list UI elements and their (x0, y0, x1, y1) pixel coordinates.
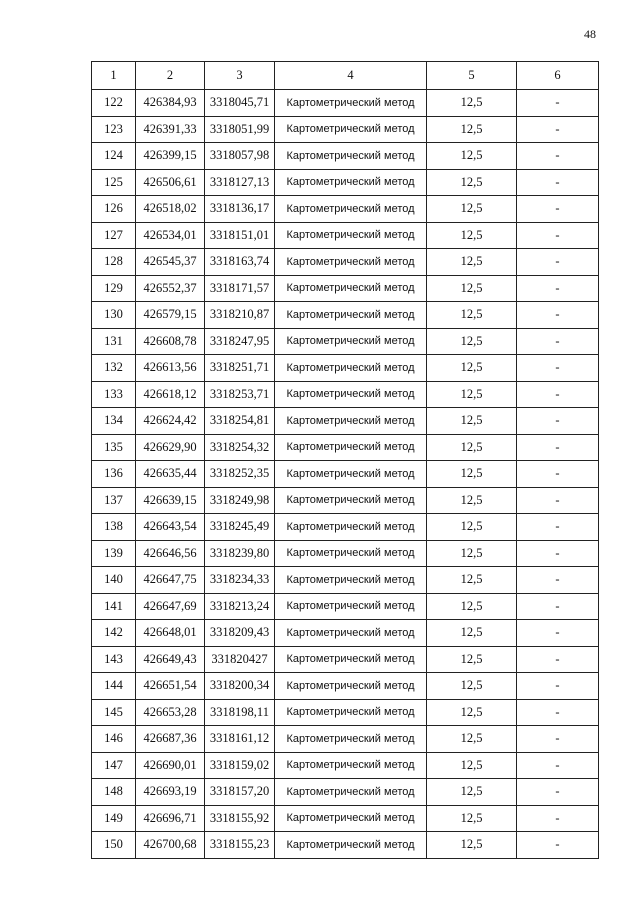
point-number-cell: 126 (92, 196, 136, 223)
point-number-cell: 129 (92, 275, 136, 302)
method-cell: Картометрический метод (275, 620, 427, 647)
method-cell: Картометрический метод (275, 487, 427, 514)
x-coordinate-cell: 426696,71 (136, 805, 205, 832)
method-cell: Картометрический метод (275, 355, 427, 382)
method-cell: Картометрический метод (275, 222, 427, 249)
x-coordinate-cell: 426643,54 (136, 514, 205, 541)
method-cell: Картометрический метод (275, 408, 427, 435)
table-row (92, 487, 599, 514)
x-coordinate-cell: 426384,93 (136, 90, 205, 117)
method-cell: Картометрический метод (275, 514, 427, 541)
y-coordinate-cell: 3318161,12 (205, 726, 275, 753)
accuracy-cell: 12,5 (427, 143, 517, 170)
note-cell: - (517, 646, 599, 673)
y-coordinate-cell: 3318200,34 (205, 673, 275, 700)
x-coordinate-cell: 426693,19 (136, 779, 205, 806)
y-coordinate-cell: 3318051,99 (205, 116, 275, 143)
point-number-cell: 142 (92, 620, 136, 647)
y-coordinate-cell: 3318210,87 (205, 302, 275, 329)
note-cell: - (517, 169, 599, 196)
note-cell: - (517, 726, 599, 753)
point-number-cell: 122 (92, 90, 136, 117)
y-coordinate-cell: 3318171,57 (205, 275, 275, 302)
x-coordinate-cell: 426613,56 (136, 355, 205, 382)
table-row (92, 169, 599, 196)
method-cell: Картометрический метод (275, 169, 427, 196)
note-cell: - (517, 779, 599, 806)
table-row (92, 461, 599, 488)
y-coordinate-cell: 3318254,81 (205, 408, 275, 435)
table-row (92, 620, 599, 647)
coordinates-table (91, 61, 599, 859)
note-cell: - (517, 143, 599, 170)
accuracy-cell: 12,5 (427, 381, 517, 408)
table-row (92, 646, 599, 673)
table-row (92, 752, 599, 779)
y-coordinate-cell: 3318045,71 (205, 90, 275, 117)
note-cell: - (517, 699, 599, 726)
y-coordinate-cell: 3318151,01 (205, 222, 275, 249)
x-coordinate-cell: 426624,42 (136, 408, 205, 435)
table-row (92, 222, 599, 249)
table-row (92, 593, 599, 620)
x-coordinate-cell: 426635,44 (136, 461, 205, 488)
note-cell: - (517, 620, 599, 647)
y-coordinate-cell: 3318198,11 (205, 699, 275, 726)
point-number-cell: 137 (92, 487, 136, 514)
table-row (92, 196, 599, 223)
note-cell: - (517, 90, 599, 117)
point-number-cell: 145 (92, 699, 136, 726)
y-coordinate-cell: 3318159,02 (205, 752, 275, 779)
table-row (92, 249, 599, 276)
accuracy-cell: 12,5 (427, 408, 517, 435)
point-number-cell: 135 (92, 434, 136, 461)
point-number-cell: 148 (92, 779, 136, 806)
point-number-cell: 149 (92, 805, 136, 832)
accuracy-cell: 12,5 (427, 461, 517, 488)
point-number-cell: 131 (92, 328, 136, 355)
column-header-2: 2 (136, 62, 205, 90)
y-coordinate-cell: 3318249,98 (205, 487, 275, 514)
point-number-cell: 136 (92, 461, 136, 488)
table-row (92, 779, 599, 806)
y-coordinate-cell: 3318136,17 (205, 196, 275, 223)
method-cell: Картометрический метод (275, 699, 427, 726)
accuracy-cell: 12,5 (427, 116, 517, 143)
accuracy-cell: 12,5 (427, 673, 517, 700)
y-coordinate-cell: 3318209,43 (205, 620, 275, 647)
point-number-cell: 140 (92, 567, 136, 594)
accuracy-cell: 12,5 (427, 699, 517, 726)
accuracy-cell: 12,5 (427, 434, 517, 461)
accuracy-cell: 12,5 (427, 249, 517, 276)
x-coordinate-cell: 426579,15 (136, 302, 205, 329)
accuracy-cell: 12,5 (427, 275, 517, 302)
table-row (92, 116, 599, 143)
accuracy-cell: 12,5 (427, 540, 517, 567)
x-coordinate-cell: 426646,56 (136, 540, 205, 567)
y-coordinate-cell: 331820427 (205, 646, 275, 673)
x-coordinate-cell: 426690,01 (136, 752, 205, 779)
table-row (92, 328, 599, 355)
method-cell: Картометрический метод (275, 726, 427, 753)
method-cell: Картометрический метод (275, 434, 427, 461)
y-coordinate-cell: 3318127,13 (205, 169, 275, 196)
x-coordinate-cell: 426552,37 (136, 275, 205, 302)
accuracy-cell: 12,5 (427, 302, 517, 329)
table-row (92, 514, 599, 541)
point-number-cell: 146 (92, 726, 136, 753)
table-body (92, 90, 599, 859)
table-row (92, 567, 599, 594)
accuracy-cell: 12,5 (427, 514, 517, 541)
accuracy-cell: 12,5 (427, 222, 517, 249)
note-cell: - (517, 461, 599, 488)
x-coordinate-cell: 426651,54 (136, 673, 205, 700)
y-coordinate-cell: 3318155,92 (205, 805, 275, 832)
y-coordinate-cell: 3318251,71 (205, 355, 275, 382)
point-number-cell: 133 (92, 381, 136, 408)
method-cell: Картометрический метод (275, 646, 427, 673)
method-cell: Картометрический метод (275, 752, 427, 779)
accuracy-cell: 12,5 (427, 805, 517, 832)
method-cell: Картометрический метод (275, 805, 427, 832)
point-number-cell: 144 (92, 673, 136, 700)
table-row (92, 275, 599, 302)
x-coordinate-cell: 426700,68 (136, 832, 205, 859)
accuracy-cell: 12,5 (427, 567, 517, 594)
y-coordinate-cell: 3318253,71 (205, 381, 275, 408)
accuracy-cell: 12,5 (427, 328, 517, 355)
table-row (92, 143, 599, 170)
method-cell: Картометрический метод (275, 249, 427, 276)
x-coordinate-cell: 426608,78 (136, 328, 205, 355)
y-coordinate-cell: 3318157,20 (205, 779, 275, 806)
accuracy-cell: 12,5 (427, 832, 517, 859)
x-coordinate-cell: 426629,90 (136, 434, 205, 461)
point-number-cell: 130 (92, 302, 136, 329)
accuracy-cell: 12,5 (427, 196, 517, 223)
point-number-cell: 143 (92, 646, 136, 673)
point-number-cell: 125 (92, 169, 136, 196)
note-cell: - (517, 593, 599, 620)
table-header-row (92, 62, 599, 90)
note-cell: - (517, 196, 599, 223)
point-number-cell: 138 (92, 514, 136, 541)
table-row (92, 832, 599, 859)
column-header-6: 6 (517, 62, 599, 90)
x-coordinate-cell: 426506,61 (136, 169, 205, 196)
x-coordinate-cell: 426653,28 (136, 699, 205, 726)
accuracy-cell: 12,5 (427, 752, 517, 779)
x-coordinate-cell: 426399,15 (136, 143, 205, 170)
point-number-cell: 139 (92, 540, 136, 567)
accuracy-cell: 12,5 (427, 646, 517, 673)
note-cell: - (517, 249, 599, 276)
point-number-cell: 134 (92, 408, 136, 435)
table-row (92, 90, 599, 117)
x-coordinate-cell: 426647,75 (136, 567, 205, 594)
point-number-cell: 128 (92, 249, 136, 276)
x-coordinate-cell: 426518,02 (136, 196, 205, 223)
x-coordinate-cell: 426618,12 (136, 381, 205, 408)
table-row (92, 302, 599, 329)
method-cell: Картометрический метод (275, 593, 427, 620)
method-cell: Картометрический метод (275, 567, 427, 594)
note-cell: - (517, 567, 599, 594)
note-cell: - (517, 540, 599, 567)
accuracy-cell: 12,5 (427, 779, 517, 806)
note-cell: - (517, 805, 599, 832)
method-cell: Картометрический метод (275, 381, 427, 408)
column-header-3: 3 (205, 62, 275, 90)
x-coordinate-cell: 426534,01 (136, 222, 205, 249)
accuracy-cell: 12,5 (427, 620, 517, 647)
page-number: 48 (584, 27, 596, 41)
note-cell: - (517, 328, 599, 355)
method-cell: Картометрический метод (275, 275, 427, 302)
method-cell: Картометрический метод (275, 779, 427, 806)
column-header-1: 1 (92, 62, 136, 90)
note-cell: - (517, 355, 599, 382)
method-cell: Картометрический метод (275, 461, 427, 488)
point-number-cell: 147 (92, 752, 136, 779)
table-row (92, 408, 599, 435)
method-cell: Картометрический метод (275, 302, 427, 329)
note-cell: - (517, 408, 599, 435)
y-coordinate-cell: 3318057,98 (205, 143, 275, 170)
accuracy-cell: 12,5 (427, 90, 517, 117)
accuracy-cell: 12,5 (427, 169, 517, 196)
table-row (92, 673, 599, 700)
table-row (92, 726, 599, 753)
note-cell: - (517, 832, 599, 859)
point-number-cell: 124 (92, 143, 136, 170)
table-row (92, 381, 599, 408)
note-cell: - (517, 752, 599, 779)
x-coordinate-cell: 426687,36 (136, 726, 205, 753)
x-coordinate-cell: 426648,01 (136, 620, 205, 647)
method-cell: Картометрический метод (275, 116, 427, 143)
method-cell: Картометрический метод (275, 143, 427, 170)
column-header-4: 4 (275, 62, 427, 90)
x-coordinate-cell: 426649,43 (136, 646, 205, 673)
x-coordinate-cell: 426545,37 (136, 249, 205, 276)
table-row (92, 355, 599, 382)
method-cell: Картометрический метод (275, 196, 427, 223)
table-row (92, 699, 599, 726)
point-number-cell: 132 (92, 355, 136, 382)
y-coordinate-cell: 3318239,80 (205, 540, 275, 567)
note-cell: - (517, 487, 599, 514)
y-coordinate-cell: 3318245,49 (205, 514, 275, 541)
table-row (92, 434, 599, 461)
method-cell: Картометрический метод (275, 832, 427, 859)
note-cell: - (517, 514, 599, 541)
column-header-5: 5 (427, 62, 517, 90)
method-cell: Картометрический метод (275, 328, 427, 355)
note-cell: - (517, 673, 599, 700)
y-coordinate-cell: 3318252,35 (205, 461, 275, 488)
note-cell: - (517, 434, 599, 461)
x-coordinate-cell: 426647,69 (136, 593, 205, 620)
point-number-cell: 127 (92, 222, 136, 249)
x-coordinate-cell: 426391,33 (136, 116, 205, 143)
y-coordinate-cell: 3318155,23 (205, 832, 275, 859)
table-row (92, 805, 599, 832)
y-coordinate-cell: 3318163,74 (205, 249, 275, 276)
y-coordinate-cell: 3318254,32 (205, 434, 275, 461)
table-row (92, 540, 599, 567)
accuracy-cell: 12,5 (427, 355, 517, 382)
accuracy-cell: 12,5 (427, 487, 517, 514)
accuracy-cell: 12,5 (427, 593, 517, 620)
note-cell: - (517, 302, 599, 329)
note-cell: - (517, 222, 599, 249)
method-cell: Картометрический метод (275, 90, 427, 117)
method-cell: Картометрический метод (275, 540, 427, 567)
point-number-cell: 150 (92, 832, 136, 859)
note-cell: - (517, 275, 599, 302)
note-cell: - (517, 116, 599, 143)
y-coordinate-cell: 3318213,24 (205, 593, 275, 620)
note-cell: - (517, 381, 599, 408)
y-coordinate-cell: 3318234,33 (205, 567, 275, 594)
x-coordinate-cell: 426639,15 (136, 487, 205, 514)
method-cell: Картометрический метод (275, 673, 427, 700)
point-number-cell: 141 (92, 593, 136, 620)
accuracy-cell: 12,5 (427, 726, 517, 753)
point-number-cell: 123 (92, 116, 136, 143)
y-coordinate-cell: 3318247,95 (205, 328, 275, 355)
